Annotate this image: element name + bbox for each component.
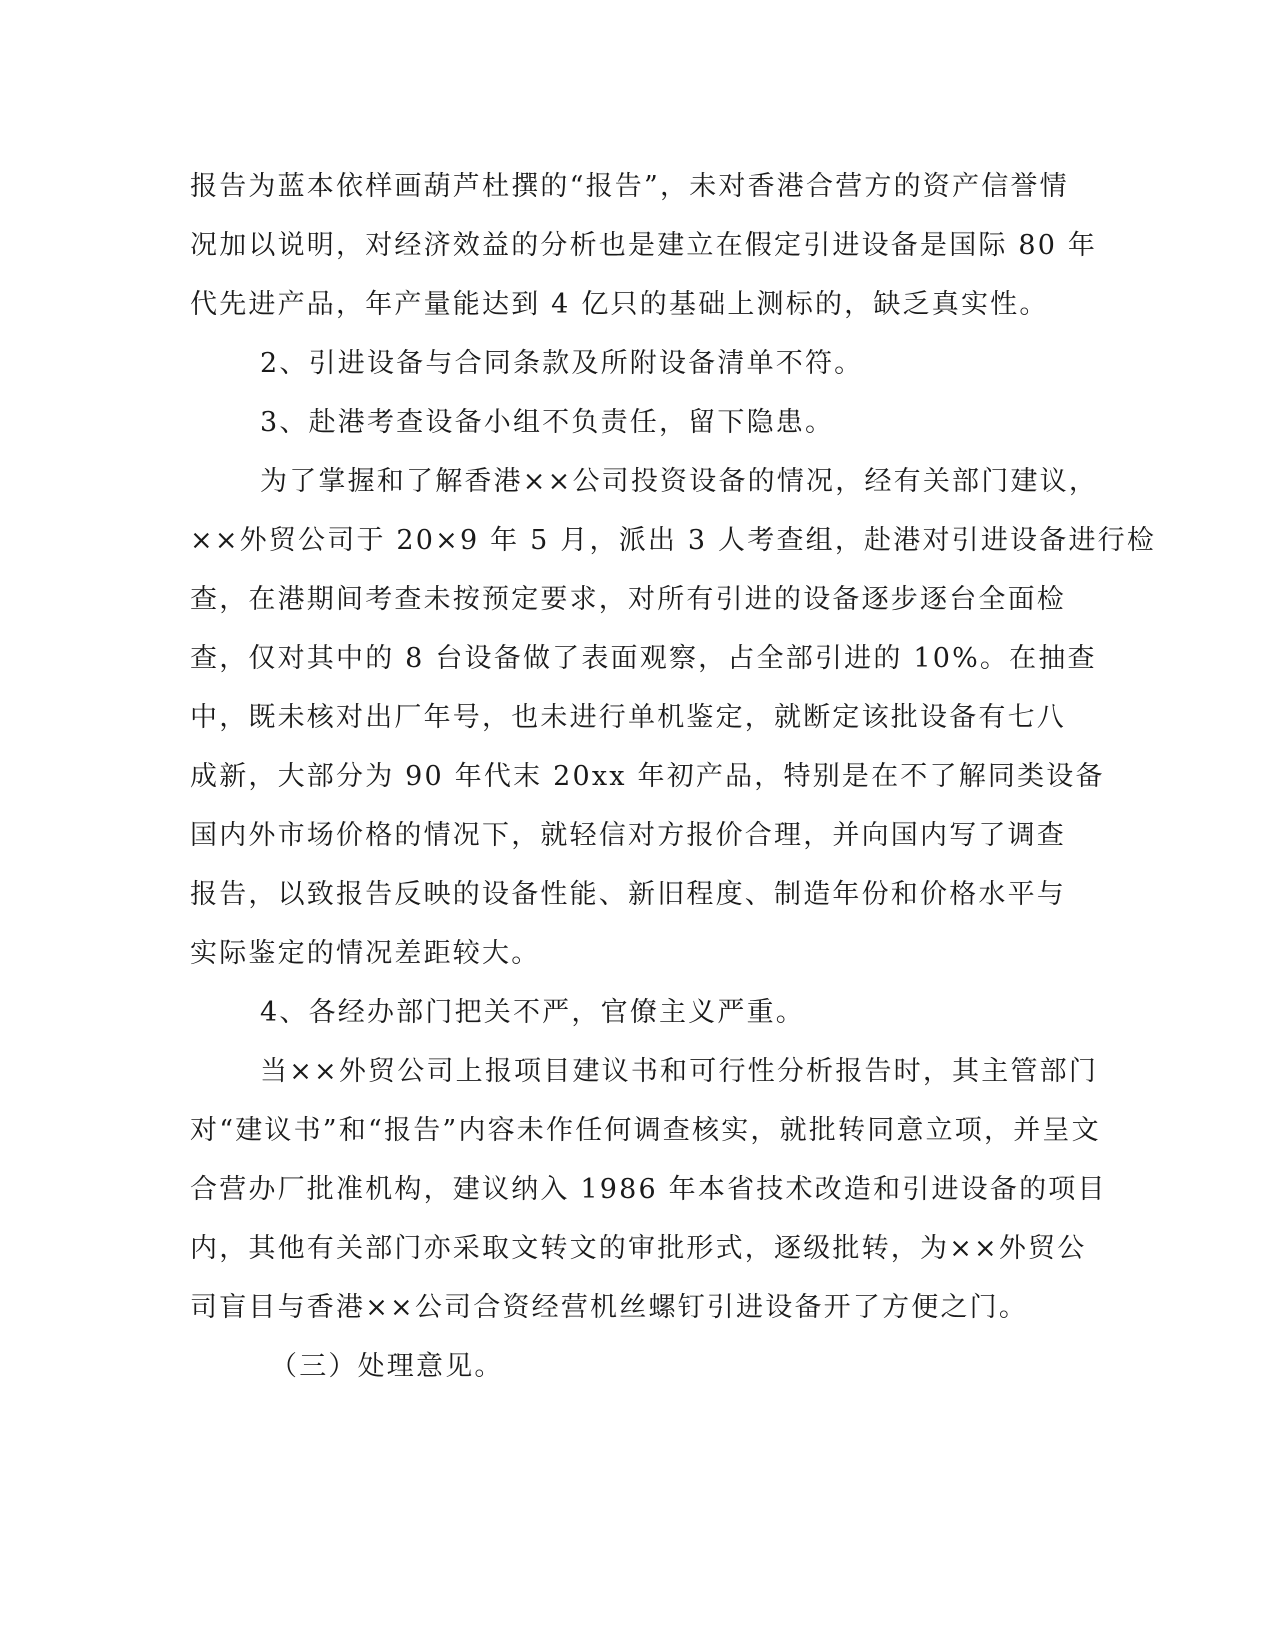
paragraph-line: ××外贸公司于 20×9 年 5 月，派出 3 人考查组，赴港对引进设备进行检 (190, 525, 1157, 556)
section-heading: 3、赴港考查设备小组不负责任，留下隐患。 (260, 407, 835, 438)
paragraph-line: 合营办厂批准机构，建议纳入 1986 年本省技术改造和引进设备的项目 (190, 1174, 1107, 1205)
section-heading: 2、引进设备与合同条款及所附设备清单不符。 (260, 348, 864, 379)
paragraph-line: 实际鉴定的情况差距较大。 (190, 938, 541, 969)
paragraph-line: 国内外市场价格的情况下，就轻信对方报价合理，并向国内写了调查 (190, 820, 1066, 851)
section-heading: 4、各经办部门把关不严，官僚主义严重。 (260, 997, 805, 1028)
paragraph-line: 对“建议书”和“报告”内容未作任何调查核实，就批转同意立项，并呈文 (190, 1115, 1101, 1146)
paragraph-line: 况加以说明，对经济效益的分析也是建立在假定引进设备是国际 80 年 (190, 230, 1098, 261)
section-heading: （三）处理意见。 (270, 1351, 504, 1382)
paragraph-line: 代先进产品，年产量能达到 4 亿只的基础上测标的，缺乏真实性。 (190, 289, 1049, 320)
paragraph-line: 中，既未核对出厂年号，也未进行单机鉴定，就断定该批设备有七八 (190, 702, 1066, 733)
paragraph-line: 报告，以致报告反映的设备性能、新旧程度、制造年份和价格水平与 (190, 879, 1066, 910)
paragraph-line: 为了掌握和了解香港××公司投资设备的情况，经有关部门建议， (260, 466, 1099, 497)
paragraph-line: 查，在港期间考查未按预定要求，对所有引进的设备逐步逐台全面检 (190, 584, 1066, 615)
document-body (190, 157, 1157, 1396)
paragraph-line: 内，其他有关部门亦采取文转文的审批形式，逐级批转，为××外贸公 (190, 1233, 1087, 1264)
paragraph-line: 当××外贸公司上报项目建议书和可行性分析报告时，其主管部门 (260, 1056, 1099, 1087)
paragraph-line: 报告为蓝本依样画葫芦杜撰的“报告”，未对香港合营方的资产信誉情 (190, 171, 1069, 202)
paragraph-line: 司盲目与香港××公司合资经营机丝螺钉引进设备开了方便之门。 (190, 1292, 1029, 1323)
paragraph-line: 查，仅对其中的 8 台设备做了表面观察，占全部引进的 10%。在抽查 (190, 643, 1097, 674)
paragraph-line: 成新，大部分为 90 年代末 20xx 年初产品，特别是在不了解同类设备 (190, 761, 1105, 792)
